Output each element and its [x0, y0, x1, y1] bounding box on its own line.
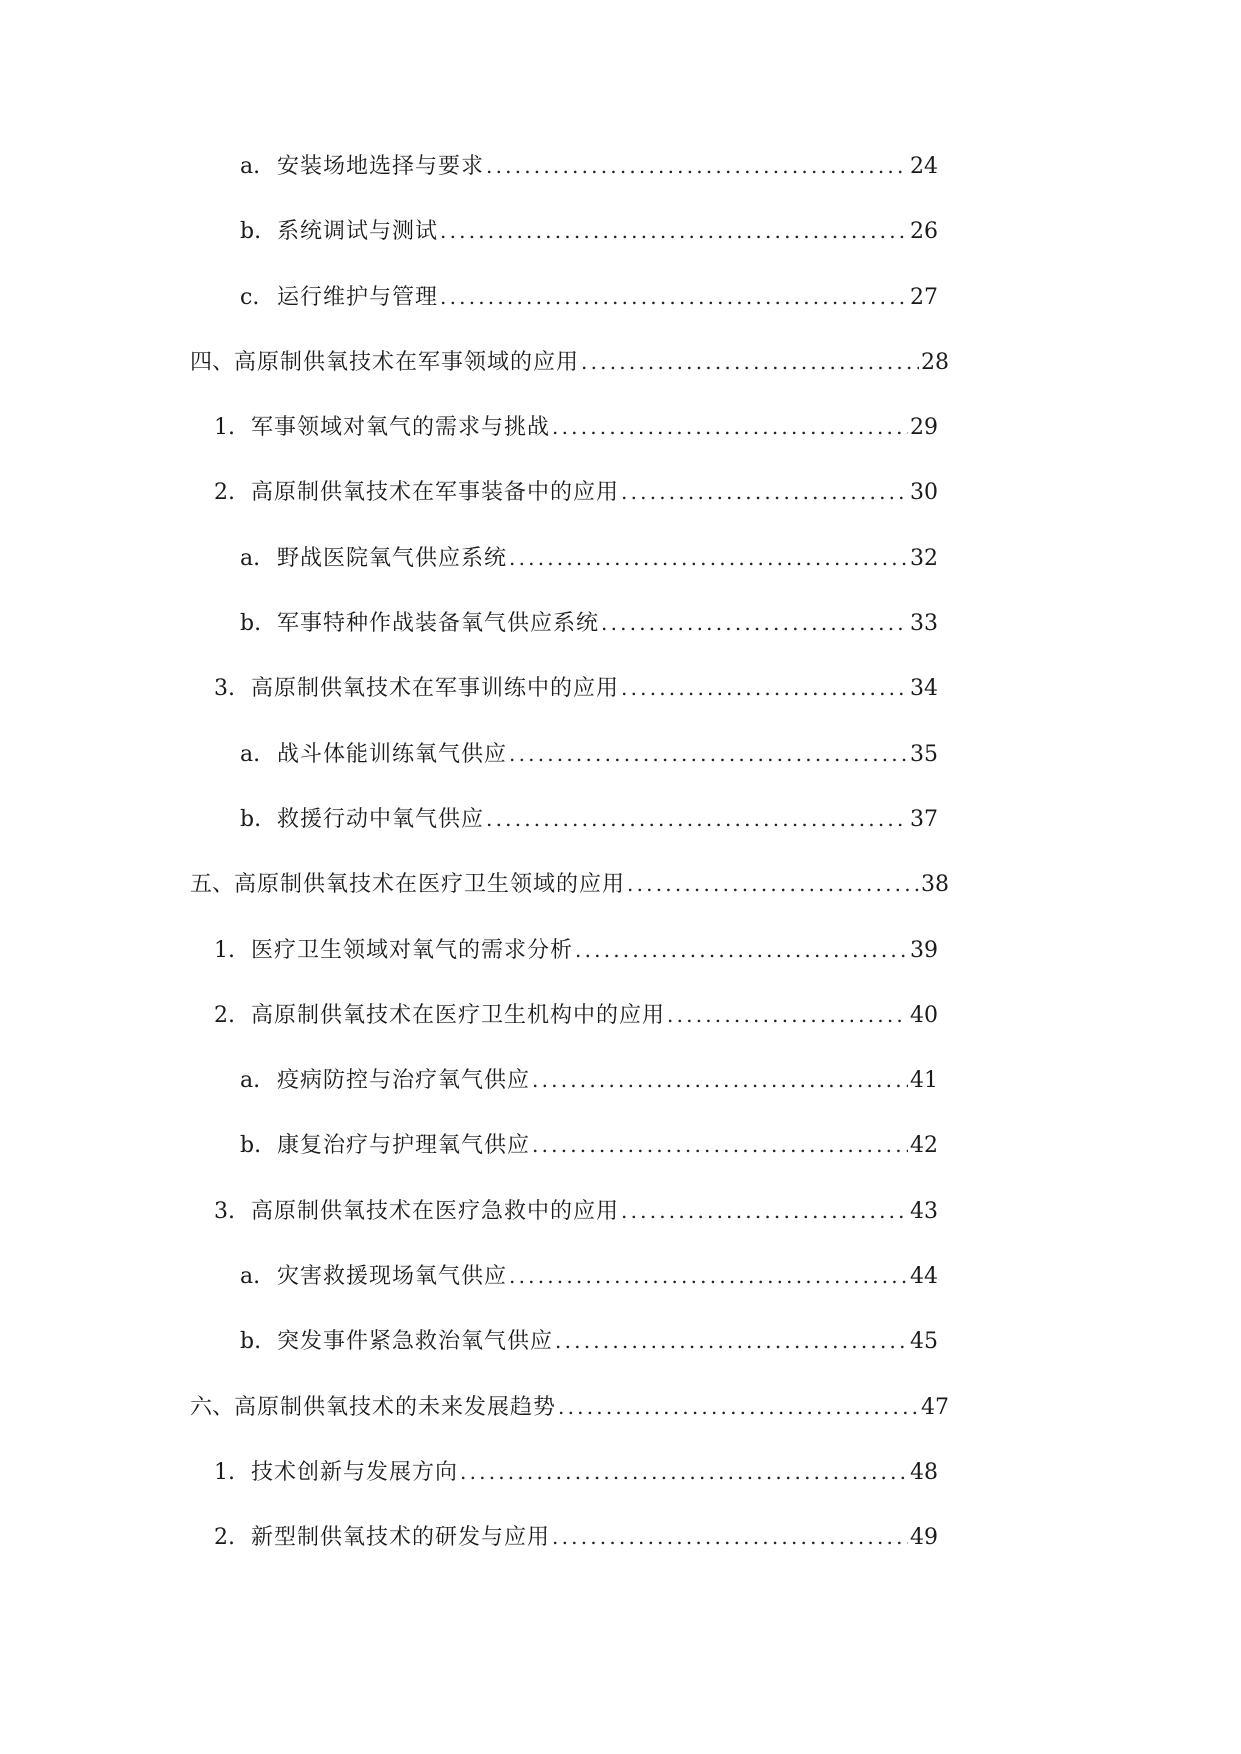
toc-entry-title: 军事领域对氧气的需求与挑战	[251, 415, 551, 441]
toc-entry-number: 五、	[190, 872, 235, 898]
toc-entry-number: 2.	[214, 1002, 235, 1028]
toc-entry[interactable]	[0, 528, 1241, 593]
toc-entry-title: 高原制供氧技术在医疗卫生领域的应用	[234, 872, 626, 898]
toc-entry-title: 军事特种作战装备氧气供应系统	[277, 611, 600, 637]
toc-entry-title: 技术创新与发展方向	[251, 1459, 459, 1485]
toc-entry-line	[214, 1197, 938, 1226]
toc-entry-page-number: 28	[921, 349, 949, 375]
toc-entry-page-number: 48	[910, 1459, 938, 1485]
toc-dot-leader	[509, 740, 908, 768]
toc-entry-title: 战斗体能训练氧气供应	[277, 741, 508, 767]
toc-entry-number: 四、	[190, 349, 235, 375]
toc-entry[interactable]	[0, 1115, 1241, 1180]
toc-entry[interactable]	[0, 985, 1241, 1050]
toc-entry-line	[214, 1001, 938, 1030]
toc-entry-title: 高原制供氧技术在医疗急救中的应用	[251, 1198, 620, 1224]
toc-entry-number: 六、	[190, 1394, 235, 1420]
toc-dot-leader	[509, 544, 908, 572]
toc-dot-leader	[440, 283, 908, 311]
toc-entry-line	[214, 936, 938, 965]
toc-entry-page-number: 49	[910, 1525, 938, 1551]
toc-entry-number: 3.	[214, 676, 235, 702]
toc-entry-page-number: 43	[910, 1198, 938, 1224]
toc-entry[interactable]	[0, 1246, 1241, 1311]
toc-entry-page-number: 33	[910, 611, 938, 637]
toc-entry-page-number: 26	[910, 219, 938, 245]
toc-entry[interactable]	[0, 1377, 1241, 1442]
toc-entry-line	[190, 870, 949, 899]
toc-dot-leader	[532, 1066, 908, 1094]
toc-entry-page-number: 27	[910, 284, 938, 310]
toc-entry-page-number: 24	[910, 154, 938, 179]
toc-entry[interactable]	[0, 462, 1241, 527]
toc-entry-line	[214, 1458, 938, 1487]
toc-entry-page-number: 40	[910, 1002, 938, 1028]
toc-entry-page-number: 39	[910, 937, 938, 963]
toc-entry[interactable]	[0, 267, 1241, 332]
toc-entry-page-number: 41	[910, 1068, 938, 1094]
toc-entry-page-number: 42	[910, 1133, 938, 1159]
toc-entry-line	[214, 1523, 938, 1552]
toc-dot-leader	[621, 478, 908, 506]
toc-entry-number: 2.	[214, 1525, 235, 1551]
toc-entry-title: 高原制供氧技术在军事训练中的应用	[251, 676, 620, 702]
toc-entry-line	[240, 740, 938, 769]
toc-entry-number: 3.	[214, 1198, 235, 1224]
toc-entry-number: b.	[240, 611, 262, 637]
toc-dot-leader	[558, 1393, 919, 1421]
toc-entry[interactable]	[0, 854, 1241, 919]
toc-entry[interactable]	[0, 1442, 1241, 1507]
toc-entry-number: 1.	[214, 1459, 235, 1485]
toc-entry-page-number: 47	[921, 1394, 949, 1420]
toc-dot-leader	[621, 1197, 908, 1225]
toc-entry-page-number: 37	[910, 806, 938, 832]
toc-entry-number: a.	[240, 741, 261, 767]
toc-entry-page-number: 32	[910, 545, 938, 571]
toc-entry-line	[240, 1066, 938, 1095]
toc-entry[interactable]	[0, 136, 1241, 201]
toc-entry-title: 灾害救援现场氧气供应	[277, 1264, 508, 1290]
toc-entry-title: 救援行动中氧气供应	[277, 806, 485, 832]
toc-entry[interactable]	[0, 1311, 1241, 1376]
toc-entry-line	[190, 348, 949, 377]
toc-dot-leader	[440, 217, 908, 245]
toc-entry[interactable]	[0, 1507, 1241, 1572]
toc-entry-line	[240, 283, 938, 312]
toc-entry-line	[240, 609, 938, 638]
toc-entry-line	[214, 413, 938, 442]
toc-entry-page-number: 45	[910, 1329, 938, 1355]
toc-entry-number: b.	[240, 1329, 262, 1355]
toc-entry-title: 高原制供氧技术在医疗卫生机构中的应用	[251, 1002, 666, 1028]
toc-entry-title: 疫病防控与治疗氧气供应	[277, 1068, 531, 1094]
toc-entry-title: 医疗卫生领域对氧气的需求分析	[251, 937, 574, 963]
toc-dot-leader	[601, 609, 908, 637]
toc-entry-line	[214, 478, 938, 507]
toc-entry-line	[240, 152, 938, 181]
toc-dot-leader	[575, 936, 908, 964]
toc-entry-number: c.	[240, 284, 260, 310]
toc-entry-page-number: 34	[910, 676, 938, 702]
toc-entry[interactable]	[0, 332, 1241, 397]
toc-dot-leader	[532, 1131, 908, 1159]
toc-entry-page-number: 44	[910, 1264, 938, 1290]
toc-dot-leader	[552, 413, 908, 441]
toc-dot-leader	[581, 348, 919, 376]
toc-entry-page-number: 35	[910, 741, 938, 767]
toc-dot-leader	[552, 1523, 908, 1551]
toc-entry-number: 2.	[214, 480, 235, 506]
toc-entry-line	[240, 1262, 938, 1291]
toc-entry-title: 高原制供氧技术在军事领域的应用	[234, 349, 580, 375]
toc-entry-title: 新型制供氧技术的研发与应用	[251, 1525, 551, 1551]
toc-entry-title: 系统调试与测试	[277, 219, 439, 245]
toc-entry-number: 1.	[214, 415, 235, 441]
toc-entry-number: 1.	[214, 937, 235, 963]
toc-entry-line	[190, 1393, 949, 1422]
toc-entry-line	[214, 674, 938, 703]
toc-entry-number: a.	[240, 1068, 261, 1094]
toc-entry[interactable]	[0, 1181, 1241, 1246]
toc-entry-number: b.	[240, 219, 262, 245]
toc-entry-number: a.	[240, 1264, 261, 1290]
toc-entry[interactable]	[0, 724, 1241, 789]
toc-entry-line	[240, 1131, 938, 1160]
toc-dot-leader	[509, 1262, 908, 1290]
toc-entry-title: 康复治疗与护理氧气供应	[277, 1133, 531, 1159]
toc-dot-leader	[627, 870, 919, 898]
toc-entry-line	[240, 544, 938, 573]
toc-entry-line	[240, 1327, 938, 1356]
toc-entry-number: b.	[240, 806, 262, 832]
toc-entry[interactable]	[0, 201, 1241, 266]
toc-entry-title: 高原制供氧技术在军事装备中的应用	[251, 480, 620, 506]
toc-entry-number: b.	[240, 1133, 262, 1159]
toc-dot-leader	[460, 1458, 908, 1486]
toc-entry[interactable]	[0, 789, 1241, 854]
toc-dot-leader	[667, 1001, 908, 1029]
toc-entry-line	[240, 805, 938, 834]
toc-dot-leader	[621, 674, 908, 702]
toc-entry[interactable]	[0, 1050, 1241, 1115]
toc-entry-title: 高原制供氧技术的未来发展趋势	[234, 1394, 557, 1420]
toc-entry-title: 突发事件紧急救治氧气供应	[277, 1329, 554, 1355]
toc-entry[interactable]	[0, 658, 1241, 723]
toc-entry-number: a.	[240, 545, 261, 571]
toc-entry-number: a.	[240, 154, 261, 179]
toc-entry-title: 安装场地选择与要求	[277, 154, 485, 179]
toc-entry[interactable]	[0, 397, 1241, 462]
toc-entry-page-number: 29	[910, 415, 938, 441]
table-of-contents	[0, 136, 1241, 1573]
toc-entry-line	[240, 217, 938, 246]
toc-entry[interactable]	[0, 920, 1241, 985]
toc-entry-title: 运行维护与管理	[277, 284, 439, 310]
toc-entry[interactable]	[0, 593, 1241, 658]
toc-dot-leader	[555, 1327, 908, 1355]
toc-entry-page-number: 38	[921, 872, 949, 898]
toc-entry-title: 野战医院氧气供应系统	[277, 545, 508, 571]
toc-dot-leader	[486, 152, 908, 180]
toc-entry-page-number: 30	[910, 480, 938, 506]
toc-dot-leader	[486, 805, 908, 833]
